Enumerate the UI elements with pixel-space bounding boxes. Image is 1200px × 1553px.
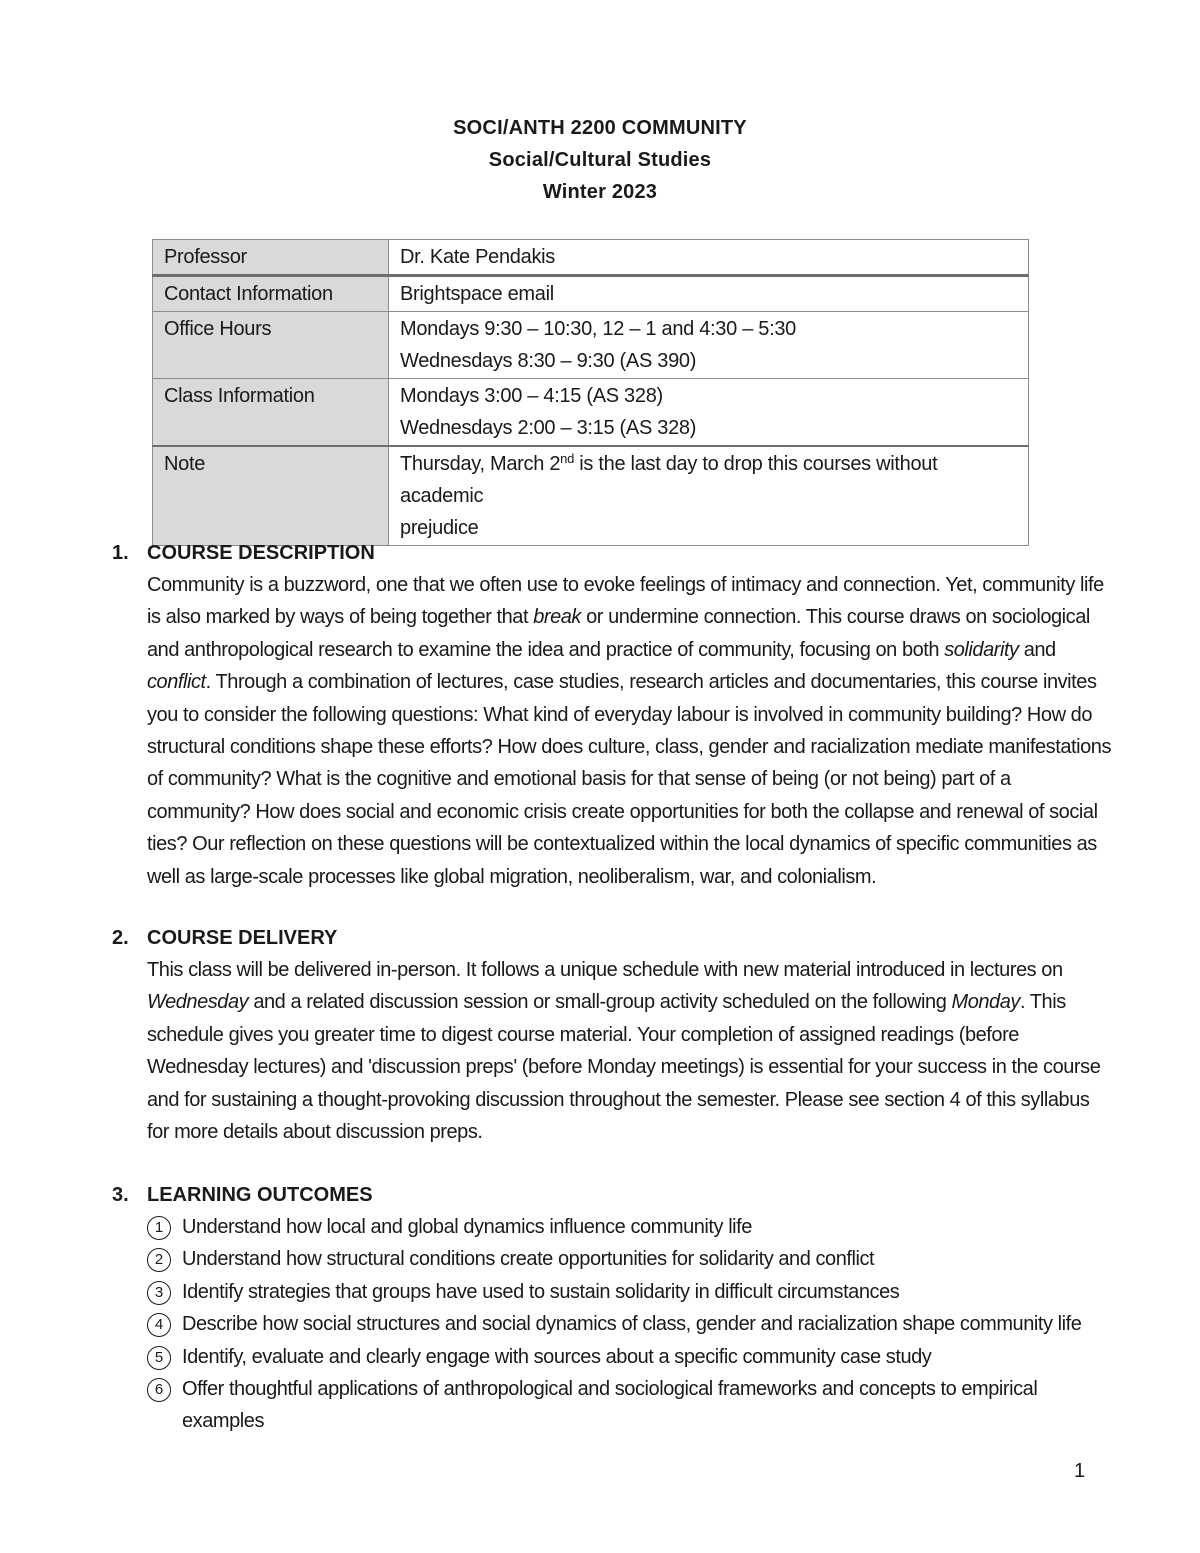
table-row <box>153 312 1029 379</box>
professor-label: Professor <box>153 240 389 276</box>
table-row <box>153 379 1029 447</box>
list-item <box>147 1341 1092 1373</box>
text-run: and <box>1018 638 1056 661</box>
section-number: 2. <box>112 927 129 949</box>
professor-value: Dr. Kate Pendakis <box>389 240 1029 276</box>
text-run: and anthropological research to examine the idea and practice of community, focusing on both <box>147 638 945 661</box>
emphasis-wednesday: Wednesday <box>147 991 249 1014</box>
office-hours-label: Office Hours <box>153 312 389 379</box>
course-info-table <box>152 239 1029 546</box>
outcome-text: Offer thoughtful applications of anthropological and sociological frameworks and concepts to empirical <box>182 1378 1038 1401</box>
office-hours-monday: Mondays 9:30 – 10:30, 12 – 1 and 4:30 – 5:30 <box>400 318 797 340</box>
emphasis-solidarity: solidarity <box>944 638 1019 661</box>
contact-label: Contact Information <box>153 276 389 312</box>
text-run: and a related discussion session or small-group activity scheduled on the following <box>248 991 952 1014</box>
outcome-text: Identify, evaluate and clearly engage with sources about a specific community case study <box>182 1345 932 1368</box>
outcome-text: Understand how local and global dynamics influence community life <box>182 1216 752 1238</box>
class-wednesday: Wednesdays 2:00 – 3:15 (AS 328) <box>400 417 697 439</box>
section-title: LEARNING OUTCOMES <box>147 1184 373 1206</box>
circled-number-icon: 2 <box>147 1248 171 1272</box>
circled-number-icon: 1 <box>147 1216 171 1240</box>
document-header <box>0 112 1200 208</box>
section-number: 3. <box>112 1184 129 1206</box>
text-run: is also marked by ways of being together that <box>147 606 534 629</box>
course-description-paragraph <box>147 569 1111 893</box>
outcome-text: Describe how social structures and social dynamics of class, gender and racialization shape community life <box>182 1313 1082 1336</box>
course-delivery-paragraph <box>147 954 1101 1148</box>
circled-number-icon: 4 <box>147 1313 171 1337</box>
paragraph-line <box>147 666 1097 698</box>
paragraph-line: of community? What is the cognitive and emotional basis for that sense of being (or not being) part of a <box>147 768 1011 791</box>
class-info-value <box>389 379 1029 447</box>
department-name: Social/Cultural Studies <box>488 149 712 171</box>
paragraph-line: Wednesday lectures) and 'discussion preps' (before Monday meetings) is essential for your success in the course <box>147 1056 1101 1079</box>
paragraph-line: well as large-scale processes like global migration, neoliberalism, war, and colonialism. <box>147 865 877 888</box>
table-row <box>153 446 1029 546</box>
paragraph-line: community? How does social and economic crisis create opportunities for both the collapse and renewal of social <box>147 800 1098 823</box>
outcome-text: Understand how structural conditions create opportunities for solidarity and conflict <box>182 1248 875 1271</box>
table-row <box>153 276 1029 312</box>
section-3-heading <box>112 1179 373 1211</box>
paragraph-line <box>147 601 1092 633</box>
paragraph-line: you to consider the following questions: What kind of everyday labour is involved in community building? How do <box>147 703 1093 726</box>
office-hours-wednesday: Wednesdays 8:30 – 9:30 (AS 390) <box>400 350 697 372</box>
emphasis-conflict: conflict <box>147 671 206 694</box>
paragraph-line: and for sustaining a thought-provoking discussion throughout the semester. Please see section 4 of this syllabus <box>147 1088 1090 1111</box>
paragraph-line <box>147 634 1092 666</box>
text-run: . This <box>1019 991 1066 1014</box>
paragraph-line: for more details about discussion preps. <box>147 1121 483 1144</box>
list-item <box>147 1276 1092 1308</box>
section-1-heading <box>112 537 375 569</box>
outcome-text: Identify strategies that groups have used to sustain solidarity in difficult circumstances <box>182 1280 900 1303</box>
list-item <box>147 1308 1092 1340</box>
table-row <box>153 240 1029 276</box>
page-number: 1 <box>1074 1460 1086 1482</box>
emphasis-monday: Monday <box>951 991 1020 1014</box>
note-text: is the last day to drop this courses without academic <box>400 453 938 507</box>
outcome-text-continued: examples <box>182 1410 264 1433</box>
circled-number-icon: 3 <box>147 1281 171 1305</box>
emphasis-break: break <box>533 606 581 629</box>
note-value <box>389 446 1029 546</box>
note-date-suffix: nd <box>560 451 575 466</box>
note-label: Note <box>153 446 389 546</box>
text-run: or undermine connection. This course draws on sociological <box>580 606 1090 629</box>
paragraph-line: schedule gives you greater time to digest course material. Your completion of assigned readings (before <box>147 1023 1019 1046</box>
paragraph-line: structural conditions shape these efforts? How does culture, class, gender and racialization mediate manifestations <box>147 736 1111 759</box>
text-run: . Through a combination of lectures, case studies, research articles and documentaries, this course invites <box>205 671 1097 694</box>
list-item <box>147 1211 1092 1243</box>
learning-outcomes-list <box>147 1211 1092 1438</box>
contact-value: Brightspace email <box>389 276 1029 312</box>
class-monday: Mondays 3:00 – 4:15 (AS 328) <box>400 385 663 407</box>
section-number: 1. <box>112 542 129 564</box>
section-title: COURSE DESCRIPTION <box>147 542 375 564</box>
paragraph-line <box>147 986 1092 1018</box>
paragraph-line: Community is a buzzword, one that we often use to evoke feelings of intimacy and connection. Yet, community life <box>147 574 1104 596</box>
section-2-heading <box>112 922 337 954</box>
circled-number-icon: 5 <box>147 1346 171 1370</box>
paragraph-line: This class will be delivered in-person. It follows a unique schedule with new material introduced in lectures on <box>147 959 1063 981</box>
note-date: Thursday, March 2 <box>400 453 561 475</box>
office-hours-value <box>389 312 1029 379</box>
paragraph-line: ties? Our reflection on these questions will be contextualized within the local dynamics of specific communities as <box>147 833 1097 856</box>
class-info-label: Class Information <box>153 379 389 447</box>
course-title: SOCI/ANTH 2200 COMMUNITY <box>453 117 747 139</box>
list-item <box>147 1243 1092 1275</box>
term-label: Winter 2023 <box>542 181 658 203</box>
note-line-1 <box>400 448 1018 512</box>
section-title: COURSE DELIVERY <box>147 927 338 949</box>
list-item <box>147 1373 1092 1438</box>
note-line-2: prejudice <box>400 517 479 539</box>
circled-number-icon: 6 <box>147 1378 171 1402</box>
